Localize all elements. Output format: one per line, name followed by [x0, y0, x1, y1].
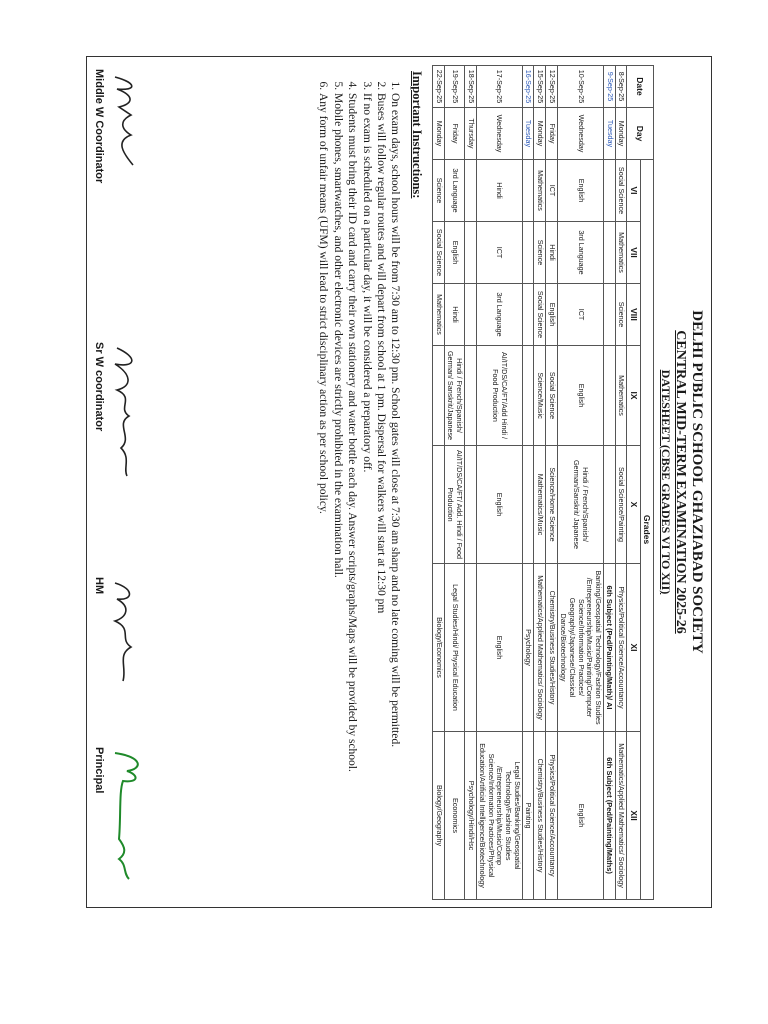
subject-cell: Social Science	[546, 346, 558, 446]
subject-cell: Science/Music	[534, 346, 546, 446]
subject-cell: 6th Subject (Ped/Painting/Maths)	[603, 732, 615, 900]
subject-cell: ICT	[546, 160, 558, 222]
subject-cell	[603, 346, 615, 446]
subject-cell: Psychology	[522, 564, 534, 732]
table-row	[464, 66, 476, 900]
instruction-item: 1. On exam days, school hours will be from 7:30 am to 12:30 pm. School gates will close at 7:30 am sharp and no late coming will be permitted.	[388, 93, 402, 897]
subject-cell: English	[557, 346, 603, 446]
subject-cell: Hindi / French/Spanish/ German/Sanskrit/ Japanese	[557, 446, 603, 564]
signature-label: Middle W Coordinator	[93, 69, 105, 184]
subject-cell: 6th Subject (Ped/Painting/Math)/ AI	[603, 564, 615, 732]
subject-cell: Social Science	[534, 284, 546, 346]
date-cell: 18-Sep-25	[464, 66, 476, 108]
signature-label: Principal	[93, 747, 105, 794]
subject-cell: Hindi	[476, 160, 522, 222]
subject-cell: 3rd Language	[444, 160, 464, 222]
exam-title: CENTRAL MID-TERM EXAMINATION 2025-26	[672, 330, 688, 634]
day-cell: Friday	[444, 108, 464, 160]
subject-cell: Science	[534, 222, 546, 284]
subject-cell	[464, 564, 476, 732]
col-header-date: Date	[627, 66, 653, 108]
instruction-item: 3. If no exam is scheduled on a particular day, it will be considered a preparatory off.	[359, 93, 373, 897]
subject-cell: ICT	[557, 284, 603, 346]
subject-cell: Psychology/Hindi/Hsc	[464, 732, 476, 900]
instruction-item: 5. Mobile phones, smartwatches, and other electronic devices are strictly prohibited in the examination hall.	[330, 93, 344, 897]
instructions-section	[316, 71, 424, 897]
table-row	[522, 66, 534, 900]
datesheet-page	[86, 56, 712, 908]
grade-header-xi: XI	[627, 564, 640, 732]
subject-cell: Hindi	[546, 222, 558, 284]
subject-cell: Hindi	[444, 284, 464, 346]
table-row	[546, 66, 558, 900]
day-cell: Monday	[615, 108, 627, 160]
handwritten-signature-icon	[105, 747, 149, 887]
subject-cell: Legal Studies/Banking/Geospatial Technology/Fashion Studies /Entrepreneurship/Music/Comp Science/Information Practices/Physical Education/Artificial Intelligence/Biotechnology	[476, 732, 522, 900]
subject-cell	[522, 446, 534, 564]
signature-hm	[93, 577, 145, 687]
subject-cell: Mathematics/Applied Mathematics/ Sociology	[615, 732, 627, 900]
subject-cell	[464, 160, 476, 222]
table-row	[432, 66, 444, 900]
day-cell: Wednesday	[476, 108, 522, 160]
date-cell: 9-Sep-25	[603, 66, 615, 108]
signature-senior-coordinator	[93, 342, 145, 482]
table-row	[603, 66, 615, 900]
subject-cell	[464, 446, 476, 564]
datesheet-body	[432, 66, 627, 900]
day-cell: Wednesday	[557, 108, 603, 160]
grade-header-vi: VI	[627, 160, 640, 222]
subject-cell: English	[476, 564, 522, 732]
instruction-item: 2. Buses will follow regular routes and will depart from school at 1 pm. Dispersal for walkers will start at 12:30 pm	[374, 93, 388, 897]
signature-label: Sr W coordinator	[93, 342, 105, 432]
subject-cell: Mathematics	[615, 222, 627, 284]
subject-cell: English	[476, 446, 522, 564]
subject-cell: Science	[615, 284, 627, 346]
date-cell: 10-Sep-25	[557, 66, 603, 108]
datesheet-title: DATESHEET (CBSE GRADES VI TO XII)	[658, 369, 673, 595]
date-cell: 22-Sep-25	[432, 66, 444, 108]
instructions-title: Important Instructions:	[409, 71, 424, 199]
subject-cell: English	[557, 160, 603, 222]
subject-cell: Biology/Geography	[432, 732, 444, 900]
instruction-item: 4. Students must bring their ID card and carry their own stationery and water bottle each day. Answer scripts/graphs/Maps will be provided by school.	[345, 93, 359, 897]
datesheet-table	[432, 65, 654, 900]
subject-cell: Social Science	[432, 222, 444, 284]
date-cell: 12-Sep-25	[546, 66, 558, 108]
school-name: DELHI PUBLIC SCHOOL GHAZIABAD SOCIETY	[689, 310, 705, 654]
date-cell: 8-Sep-25	[615, 66, 627, 108]
subject-cell: Social Science/Painting	[615, 446, 627, 564]
grade-header-row	[627, 66, 640, 900]
subject-cell: Mathematics/Music	[534, 446, 546, 564]
subject-cell: Banking/Geospatial Technology/Fashion Studies /Entrepreneurship/Music/Painting/Computer Science/Information Practices/ Geography/Japanese/Classical Dance/Biotechnology	[557, 564, 603, 732]
handwritten-signature-icon	[105, 69, 145, 189]
col-header-day: Day	[627, 108, 653, 160]
subject-cell: Economics	[444, 732, 464, 900]
grade-header-x: X	[627, 446, 640, 564]
handwritten-signature-icon	[105, 577, 145, 687]
subject-cell	[603, 446, 615, 564]
subject-cell	[522, 222, 534, 284]
subject-cell: Legal Studies/Hindi/ Physical Education	[444, 564, 464, 732]
date-cell: 19-Sep-25	[444, 66, 464, 108]
handwritten-signature-icon	[105, 342, 145, 482]
subject-cell: 3rd Language	[557, 222, 603, 284]
subject-cell	[432, 346, 444, 446]
subject-cell: ICT	[476, 222, 522, 284]
grade-header-ix: IX	[627, 346, 640, 446]
subject-cell: Painting	[522, 732, 534, 900]
signature-principal	[93, 747, 149, 887]
grade-header-vii: VII	[627, 222, 640, 284]
subject-cell: Mathematics	[534, 160, 546, 222]
subject-cell: Chemistry/Business Studies/History	[534, 732, 546, 900]
subject-cell: Mathematics/Applied Mathematics/ Sociology	[534, 564, 546, 732]
subject-cell	[522, 160, 534, 222]
day-cell: Thursday	[464, 108, 476, 160]
subject-cell: Hindi / French/Spanish/ German/ Sanskrit/Japanese	[444, 346, 464, 446]
subject-cell	[522, 346, 534, 446]
subject-cell	[522, 284, 534, 346]
subject-cell	[464, 346, 476, 446]
instructions-list	[316, 71, 402, 897]
day-cell: Tuesday	[603, 108, 615, 160]
signature-label: HM	[93, 577, 105, 595]
subject-cell: 3rd Language	[476, 284, 522, 346]
table-row	[444, 66, 464, 900]
document-header	[658, 57, 705, 907]
grade-header-xii: XII	[627, 732, 640, 900]
subject-cell	[464, 284, 476, 346]
subject-cell: Mathematics	[615, 346, 627, 446]
date-cell: 16-Sep-25	[522, 66, 534, 108]
subject-cell: Biology/Economics	[432, 564, 444, 732]
subject-cell: Chemistry/Business Studies/History	[546, 564, 558, 732]
grade-header-viii: VIII	[627, 284, 640, 346]
subject-cell: Science	[432, 160, 444, 222]
subject-cell	[603, 284, 615, 346]
day-cell: Monday	[432, 108, 444, 160]
date-cell: 17-Sep-25	[476, 66, 522, 108]
subject-cell: Science/Home Science	[546, 446, 558, 564]
subject-cell: Physics/Political Science/Accountancy	[546, 732, 558, 900]
subject-cell	[464, 222, 476, 284]
table-row	[476, 66, 522, 900]
table-row	[557, 66, 603, 900]
signature-middle-coordinator	[93, 69, 145, 189]
subject-cell: English	[444, 222, 464, 284]
signature-block	[93, 57, 163, 907]
subject-cell	[603, 222, 615, 284]
subject-cell: AI/IT/DS/CA/FT/ Add. Hindi / Food Production	[444, 446, 464, 564]
day-cell: Monday	[534, 108, 546, 160]
subject-cell: English	[557, 732, 603, 900]
subject-cell: English	[546, 284, 558, 346]
subject-cell: Mathematics	[432, 284, 444, 346]
table-row	[615, 66, 627, 900]
subject-cell: Physics/Political Science/Accountancy	[615, 564, 627, 732]
instruction-item: 6. Any form of unfair means (UFM) will lead to strict disciplinary action as per school policy.	[316, 93, 330, 897]
subject-cell	[603, 160, 615, 222]
subject-cell: AI/IT/DS/CA/FT/Add Hindi / Food Production	[476, 346, 522, 446]
day-cell: Tuesday	[522, 108, 534, 160]
day-cell: Friday	[546, 108, 558, 160]
grades-header: Grades	[640, 160, 653, 900]
date-cell: 15-Sep-25	[534, 66, 546, 108]
table-row	[534, 66, 546, 900]
subject-cell	[432, 446, 444, 564]
subject-cell: Social Science	[615, 160, 627, 222]
